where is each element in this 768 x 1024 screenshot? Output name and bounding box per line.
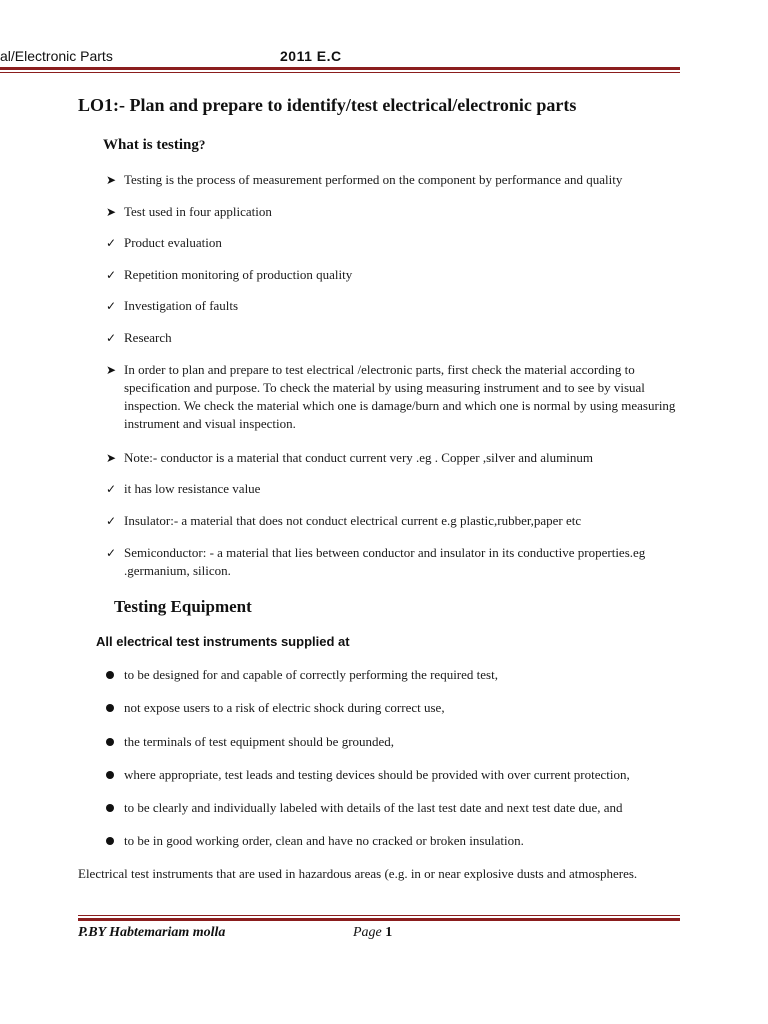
list-item [103, 234, 683, 252]
filled-circle-bullet-icon [106, 771, 114, 779]
list-item [103, 666, 683, 684]
list-item-text: Investigation of faults [124, 298, 239, 313]
filled-circle-bullet-icon [106, 738, 114, 746]
filled-circle-bullet-icon [106, 671, 114, 679]
list-item-text: Repetition monitoring of production quality [124, 267, 353, 282]
list-item [103, 297, 683, 315]
header-rule-thin [0, 72, 680, 73]
list-item-text: Note:- conductor is a material that conduct current very .eg . Copper ,silver and aluminum [124, 450, 593, 465]
filled-circle-bullet-icon [106, 704, 114, 712]
list-item [103, 799, 683, 817]
list-item-text: Research [124, 330, 172, 345]
footer-author: P.BY Habtemariam molla [78, 925, 226, 940]
list-item-text: Semiconductor: - a material that lies between conductor and insulator in its conductive properties.eg .germanium, silicon. [124, 545, 646, 578]
list-item [103, 512, 683, 530]
list-item-text: to be designed for and capable of correctly performing the required test, [124, 667, 498, 682]
checkmark-bullet-icon: ✓ [105, 299, 117, 313]
list-item-text: Test used in four application [124, 204, 272, 219]
header-year: 2011 E.C [280, 48, 342, 64]
checkmark-bullet-icon: ✓ [105, 482, 117, 496]
checkmark-bullet-icon: ✓ [105, 236, 117, 250]
header-rule-thick [0, 67, 680, 70]
checkmark-bullet-icon: ✓ [105, 546, 117, 560]
list-item [103, 480, 683, 498]
list-item-text: In order to plan and prepare to test electrical /electronic parts, first check the material according to specification and purpose. To check the material by using measuring instrument and to see by visual inspection. We check the material which one is damage/burn and which one is normal by using measuring instrument and visual inspection. [124, 362, 676, 431]
section-heading-qmark: ? [198, 137, 206, 152]
list-item [103, 171, 683, 189]
arrowhead-bullet-icon: ➤ [105, 173, 117, 187]
list-item [103, 733, 683, 751]
checkmark-bullet-icon: ✓ [105, 514, 117, 528]
list-item-text: to be clearly and individually labeled with details of the last test date and next test date due, and [124, 800, 623, 815]
section-heading-text: What is testing [103, 137, 199, 153]
arrowhead-bullet-icon: ➤ [105, 451, 117, 465]
section-subheading: All electrical test instruments supplied at [96, 634, 350, 649]
checkmark-bullet-icon: ✓ [105, 268, 117, 282]
closing-paragraph: Electrical test instruments that are used in hazardous areas (e.g. in or near explosive dusts and atmospheres. [78, 866, 638, 881]
footer-page [353, 925, 392, 941]
list-item-text: where appropriate, test leads and testing devices should be provided with over current protection, [124, 767, 630, 782]
page-title: LO1:- Plan and prepare to identify/test electrical/electronic parts [78, 95, 577, 115]
footer-rule-thin [78, 915, 680, 916]
list-item [103, 203, 683, 221]
list-item-text: Insulator:- a material that does not conduct electrical current e.g plastic,rubber,paper etc [124, 513, 582, 528]
footer-rule-thick [78, 918, 680, 921]
filled-circle-bullet-icon [106, 804, 114, 812]
list-item [103, 329, 683, 347]
section-heading-testing-equipment: Testing Equipment [114, 597, 252, 616]
arrowhead-bullet-icon: ➤ [105, 363, 117, 377]
list-item-text: not expose users to a risk of electric shock during correct use, [124, 700, 445, 715]
list-item [103, 266, 683, 284]
arrowhead-bullet-icon: ➤ [105, 205, 117, 219]
list-item [103, 699, 683, 717]
footer-page-number: 1 [385, 925, 393, 940]
footer-page-label: Page [353, 925, 386, 940]
list-item-text: Product evaluation [124, 235, 222, 250]
list-item [103, 544, 683, 580]
list-item-text: to be in good working order, clean and have no cracked or broken insulation. [124, 833, 524, 848]
list-item-text: Testing is the process of measurement performed on the component by performance and quality [124, 172, 623, 187]
list-item [103, 449, 683, 467]
filled-circle-bullet-icon [106, 837, 114, 845]
header-left-text: al/Electronic Parts [0, 48, 113, 64]
list-item [103, 832, 683, 850]
checkmark-bullet-icon: ✓ [105, 331, 117, 345]
list-item [103, 766, 683, 784]
list-item [103, 361, 683, 433]
section-heading-what-is-testing [103, 137, 205, 154]
list-item-text: it has low resistance value [124, 481, 261, 496]
list-item-text: the terminals of test equipment should be grounded, [124, 734, 395, 749]
